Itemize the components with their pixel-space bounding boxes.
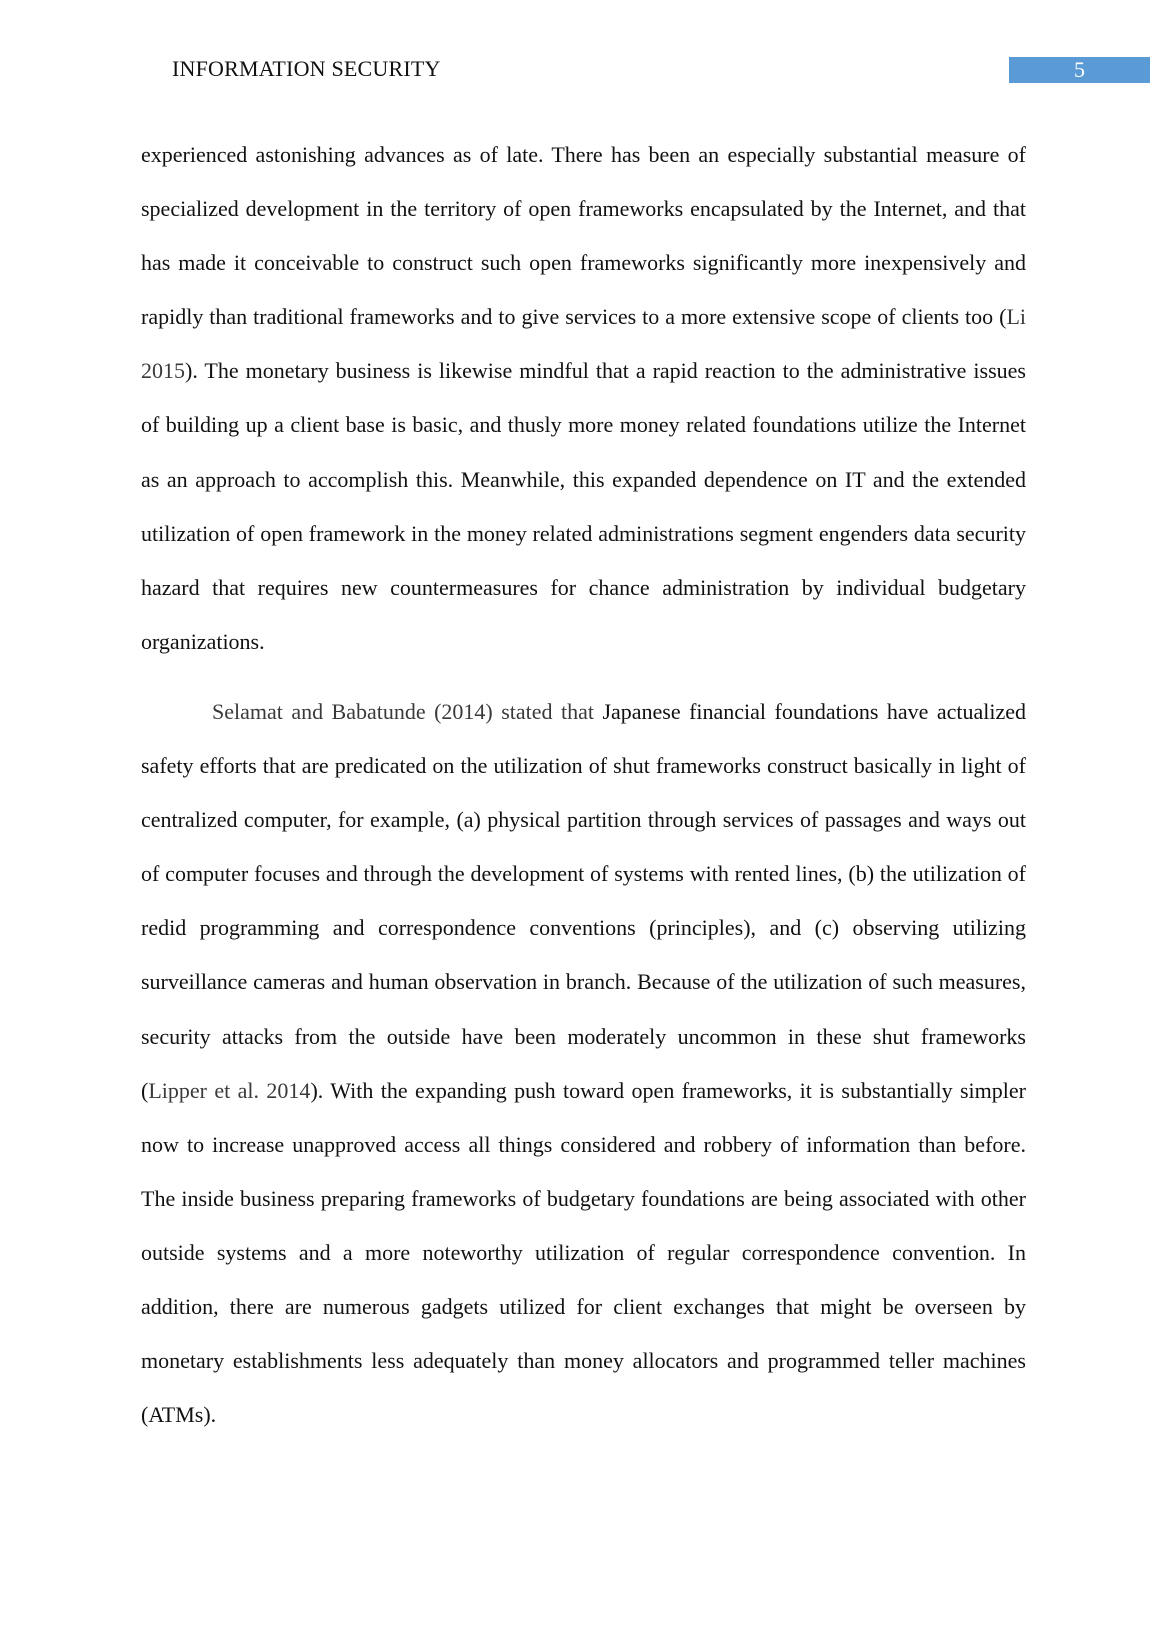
paragraph-1-text-before: experienced astonishing advances as of late. There has been an especially substantial measure of specialized development in the territory of open frameworks encapsulated by the Internet, and that has made it conceivable to construct such open frameworks significantly more inexpensively and rapidly than traditional frameworks and to give services to a more extensive scope of clients too ( bbox=[141, 142, 1026, 330]
paragraph-2-text-2: ). With the expanding push toward open frameworks, it is substantially simpler now to increase unapproved access all things considered and robbery of information than before. The inside business preparing frameworks of budgetary foundations are being associated with other outside systems and a more noteworthy utilization of regular correspondence convention. In addition, there are numerous gadgets utilized for client exchanges that might be overseen by monetary establishments less adequately than money allocators and programmed teller machines (ATMs). bbox=[141, 1077, 1026, 1428]
running-header-title: INFORMATION SECURITY bbox=[172, 56, 441, 81]
paragraph-1 bbox=[141, 128, 1026, 669]
paragraph-1-text-after: ). The monetary business is likewise mindful that a rapid reaction to the administrative issues of building up a client base is basic, and thusly more money related foundations utilize the Internet as an approach to accomplish this. Meanwhile, this expanded dependence on IT and the extended utilization of open framework in the money related administrations segment engenders data security hazard that requires new countermeasures for chance administration by individual budgetary organizations. bbox=[141, 358, 1026, 654]
page-number-badge: 5 bbox=[1009, 57, 1150, 83]
paragraph-2-text-1: Japanese financial foundations have actualized safety efforts that are predicated on the utilization of shut frameworks construct basically in light of centralized computer, for example, (a) physical partition through services of passages and ways out of computer focuses and through the development of systems with rented lines, (b) the utilization of redid programming and correspondence conventions (principles), and (c) observing utilizing surveillance cameras and human observation in branch. Because of the utilization of such measures, security attacks from the outside have been moderately uncommon in these shut frameworks ( bbox=[141, 698, 1026, 1103]
citation-li-2015: Li 2015 bbox=[141, 304, 1026, 384]
citation-selamat-babatunde: Selamat and Babatunde (2014) stated that bbox=[212, 698, 594, 724]
citation-lipper-2014: Lipper et al. 2014 bbox=[148, 1077, 311, 1103]
body-text bbox=[141, 128, 1026, 1458]
paragraph-2 bbox=[141, 685, 1026, 1442]
